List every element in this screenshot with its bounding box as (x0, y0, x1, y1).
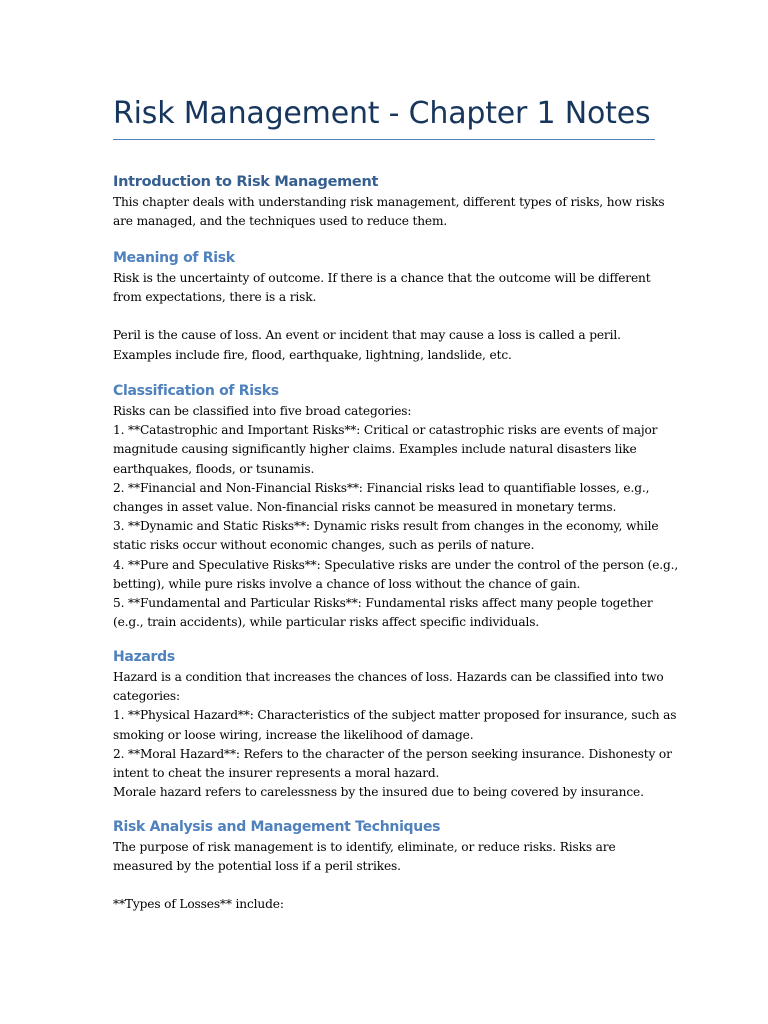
section-risk-analysis (113, 816, 673, 915)
heading-classification-of-risks: Classification of Risks (113, 383, 279, 399)
section-classification-of-risks (113, 380, 679, 632)
text-line: static risks occur without economic changes, such as perils of nature. (113, 538, 535, 553)
heading-meaning-of-risk: Meaning of Risk (113, 250, 235, 266)
paragraph-gap (113, 876, 673, 895)
text-line: measured by the potential loss if a peril strikes. (113, 859, 401, 874)
risk-analysis-paragraph (113, 838, 673, 876)
text-line: This chapter deals with understanding risk management, different types of risks, how risks (113, 195, 665, 209)
heading-hazards: Hazards (113, 649, 175, 665)
text-line: Peril is the cause of loss. An event or incident that may cause a loss is called a peril. (113, 328, 621, 343)
text-line: **Types of Losses** include: (113, 897, 284, 912)
text-line: smoking or loose wiring, increase the likelihood of damage. (113, 727, 474, 742)
text-line: from expectations, there is a risk. (113, 290, 317, 305)
types-of-losses-paragraph (113, 895, 673, 914)
text-line: Risks can be classified into five broad categories: (113, 404, 412, 418)
intro-paragraph (113, 193, 673, 231)
classification-paragraph (113, 402, 679, 632)
text-line: (e.g., train accidents), while particular risks affect specific individuals. (113, 615, 540, 630)
text-line: 1. **Physical Hazard**: Characteristics of the subject matter proposed for insurance, such as (113, 708, 677, 723)
text-line: are managed, and the techniques used to reduce them. (113, 214, 448, 229)
peril-definition-paragraph (113, 326, 673, 364)
text-line: 2. **Moral Hazard**: Refers to the character of the person seeking insurance. Dishonesty or (113, 746, 672, 761)
text-line: 5. **Fundamental and Particular Risks**: Fundamental risks affect many people together (113, 596, 653, 611)
text-line: 3. **Dynamic and Static Risks**: Dynamic risks result from changes in the economy, while (113, 519, 659, 534)
document-title: Risk Management - Chapter 1 Notes (113, 96, 651, 131)
text-line: Hazard is a condition that increases the chances of loss. Hazards can be classified into two (113, 670, 664, 684)
text-line: The purpose of risk management is to identify, eliminate, or reduce risks. Risks are (113, 840, 616, 854)
hazards-paragraph (113, 668, 677, 802)
text-line: Examples include fire, flood, earthquake, lightning, landslide, etc. (113, 347, 512, 362)
risk-definition-paragraph (113, 269, 673, 307)
heading-risk-analysis: Risk Analysis and Management Techniques (113, 819, 441, 835)
section-hazards (113, 646, 677, 802)
text-line: betting), while pure risks involve a chance of loss without the chance of gain. (113, 576, 581, 591)
text-line: magnitude causing significantly higher claims. Examples include natural disasters like (113, 442, 637, 457)
text-line: earthquakes, floods, or tsunamis. (113, 461, 315, 476)
heading-introduction: Introduction to Risk Management (113, 174, 379, 190)
text-line: Morale hazard refers to carelessness by the insured due to being covered by insurance. (113, 785, 644, 800)
text-line: 4. **Pure and Speculative Risks**: Speculative risks are under the control of the person (e.g., (113, 557, 679, 572)
text-line: 2. **Financial and Non-Financial Risks**: Financial risks lead to quantifiable losses, e.g., (113, 480, 650, 495)
title-underline (113, 139, 655, 140)
text-line: changes in asset value. Non-financial risks cannot be measured in monetary terms. (113, 500, 617, 515)
text-line: 1. **Catastrophic and Important Risks**: Critical or catastrophic risks are events of major (113, 423, 658, 438)
section-meaning-of-risk (113, 247, 673, 365)
paragraph-gap (113, 307, 673, 326)
text-line: categories: (113, 689, 180, 704)
text-line: Risk is the uncertainty of outcome. If there is a chance that the outcome will be different (113, 271, 651, 285)
text-line: intent to cheat the insurer represents a moral hazard. (113, 766, 440, 781)
section-introduction (113, 171, 673, 231)
